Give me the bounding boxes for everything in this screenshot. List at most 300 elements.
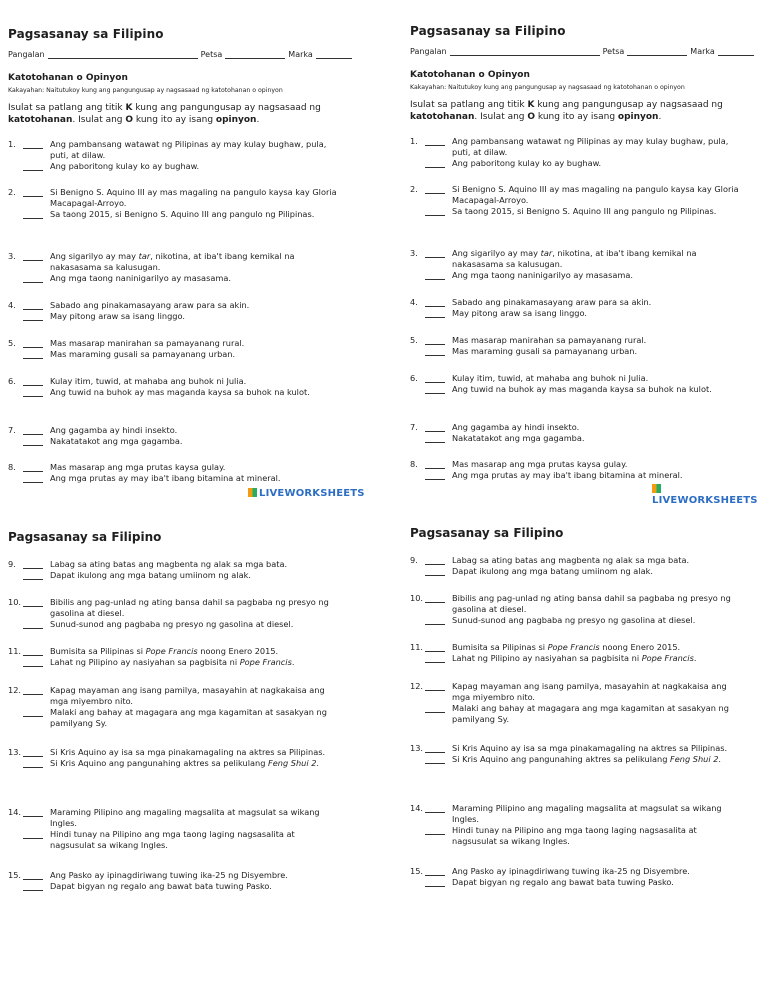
statement-a [452,459,740,470]
instruction-text: Isulat sa patlang ang titik [410,100,528,110]
question-number: 10. [410,593,424,603]
statement-b [452,308,740,319]
statement-a [50,747,338,758]
answer-blank[interactable] [23,462,43,472]
statement-a [50,187,338,209]
sentence-text: Mas maraming gusali sa pamayanang urban. [452,346,638,356]
number-spacer [410,158,425,169]
question-item [410,681,740,725]
worksheet-page1-right [410,24,768,480]
sentence-text: Si Benigno S. Aquino III ay mas magaling na pangulo kaysa kay Gloria Macapagal-Arroyo. [50,187,337,208]
statement-a [50,300,338,311]
date-field[interactable] [225,49,285,59]
sentence-text: Ang pambansang watawat ng Pilipinas ay may kulay bughaw, pula, puti, at dilaw. [50,139,327,160]
sentence-text: Malaki ang bahay at magagara ang mga kagamitan at sasakyan ng pamilyang Sy. [452,703,729,724]
answer-blank[interactable] [425,346,445,356]
sentence-text: Labag sa ating batas ang magbenta ng alak sa mga bata. [50,559,288,569]
score-label: Marka [690,47,715,56]
instruction-keyword: opinyon [617,111,659,122]
instruction-text: . Isulat ang [72,114,126,125]
number-spacer [8,209,23,220]
statement-a [50,425,338,436]
answer-blank[interactable] [23,646,43,656]
number-spacer [410,825,425,847]
number-spacer [8,619,23,630]
statement-row-b [8,881,338,892]
answer-blank[interactable] [23,349,43,359]
statement-row-b [8,161,338,172]
answer-blank[interactable] [23,425,43,435]
sentence-text: May pitong araw sa isang linggo. [452,308,587,318]
question-number: 3. [410,248,418,258]
sentence-text: Bibilis ang pag-unlad ng ating bansa dahil sa pagbaba ng presyo ng gasolina at diesel. [50,597,329,618]
question-item [410,593,740,626]
instruction-text: Isulat sa patlang ang titik [8,103,126,113]
statement-a [50,139,338,161]
question-item [410,555,740,577]
question-item [8,597,338,630]
number-spacer [8,570,23,581]
section-subtitle: Kakayahan: Naitutukoy kung ang pangungusap ay nagsasaad ng katotohanan o opinyon [8,87,283,94]
answer-blank[interactable] [425,184,445,194]
sentence-text: Bumisita sa Pilipinas si [50,646,146,656]
answer-blank[interactable] [23,273,43,283]
worksheet-title: Pagsasanay sa Filipino [410,526,564,540]
worksheet-page2-right [410,526,768,887]
number-spacer [8,349,23,360]
question-item [410,373,740,395]
question-item [8,685,338,729]
sentence-text: May pitong araw sa isang linggo. [50,311,185,321]
number-spacer [410,566,425,577]
answer-blank[interactable] [425,206,445,216]
question-number: 5. [410,335,418,345]
statement-a [50,462,338,473]
statement-b [452,158,740,169]
statement-b [50,311,338,322]
score-label: Marka [288,50,313,59]
statement-b [50,758,338,769]
answer-blank[interactable] [425,653,445,663]
question-number: 15. [8,870,22,880]
question-item [410,743,740,765]
question-item [8,462,338,484]
name-field[interactable] [48,49,198,59]
logo-text: LIVEWORKSHEETS [259,488,365,499]
sentence-italic: tar [138,251,151,261]
score-field[interactable] [718,46,754,56]
sentence-text: Dapat bigyan ng regalo ang bawat bata tuwing Pasko. [50,881,272,891]
instruction-text: . [256,114,260,125]
answer-blank[interactable] [425,825,445,835]
sentence-text: Sabado ang pinakamasayang araw para sa akin. [452,297,652,307]
question-item [8,747,338,769]
answer-blank[interactable] [425,248,445,258]
number-spacer [8,387,23,398]
question-item [410,184,740,217]
statement-row-a [8,685,338,707]
statement-b [50,657,338,668]
statement-row-a [410,136,740,158]
answer-blank[interactable] [425,803,445,813]
date-field[interactable] [627,46,687,56]
statement-a [452,136,740,158]
answer-blank[interactable] [23,685,43,695]
statement-b [452,653,740,664]
question-number: 1. [410,136,418,146]
answer-blank[interactable] [23,758,43,768]
answer-blank[interactable] [23,187,43,197]
number-spacer [8,311,23,322]
answer-blank[interactable] [23,376,43,386]
statement-row-b [410,703,740,725]
answer-blank[interactable] [425,866,445,876]
sentence-text: Lahat ng Pilipino ay nasiyahan sa pagbisita ni [452,653,642,663]
statement-row-b [8,829,338,851]
answer-blank[interactable] [23,807,43,817]
statement-a [50,559,338,570]
sentence-text: Hindi tunay na Pilipino ang mga taong laging nagsasalita at nagsusulat sa wikang Ingles. [50,829,295,850]
answer-blank[interactable] [23,436,43,446]
statement-a [452,681,740,703]
answer-blank[interactable] [425,615,445,625]
statement-b [50,881,338,892]
sentence-text: noong Enero 2015. [197,646,279,656]
statement-row-b [410,566,740,577]
question-item [8,139,338,172]
sentence-text: Sunud-sunod ang pagbaba ng presyo ng gasolina at diesel. [50,619,294,629]
sentence-text: Sunud-sunod ang pagbaba ng presyo ng gasolina at diesel. [452,615,696,625]
date-label: Petsa [602,47,625,56]
statement-row-a [410,803,740,825]
sentence-text: Hindi tunay na Pilipino ang mga taong laging nagsasalita at nagsusulat sa wikang Ingles. [452,825,697,846]
statement-row-a [410,593,740,615]
answer-blank[interactable] [23,747,43,757]
statement-row-b [8,619,338,630]
sentence-text: Dapat ikulong ang mga batang umiinom ng alak. [50,570,251,580]
section-subtitle: Kakayahan: Naitutukoy kung ang pangungusap ay nagsasaad ng katotohanan o opinyon [410,84,685,91]
statement-row-b [410,825,740,847]
statement-row-b [410,754,740,765]
sentence-text: Ang Pasko ay ipinagdiriwang tuwing ika-25 ng Disyembre. [452,866,690,876]
number-spacer [410,346,425,357]
question-item [8,376,338,398]
answer-blank[interactable] [425,566,445,576]
sentence-text: Mas maraming gusali sa pamayanang urban. [50,349,236,359]
question-number: 8. [8,462,16,472]
number-spacer [410,384,425,395]
statement-b [452,754,740,765]
question-number: 2. [8,187,16,197]
statement-a [50,870,338,881]
statement-row-a [8,187,338,209]
answer-blank[interactable] [23,707,43,717]
instruction-text: kung ito ay isang [133,114,216,125]
statement-row-b [410,308,740,319]
question-item [410,459,740,481]
statement-b [50,619,338,630]
sentence-text: Ang mga taong naninigarilyo ay masasama. [50,273,231,283]
sentence-text: . [291,657,295,667]
statement-b [452,384,740,395]
sentence-text: Ang gagamba ay hindi insekto. [50,425,178,435]
answer-blank[interactable] [23,570,43,580]
sentence-italic: Pope Francis [239,657,292,667]
statement-row-b [410,877,740,888]
statement-row-b [410,470,740,481]
sentence-text: Kulay itim, tuwid, at mahaba ang buhok ni Julia. [452,373,649,383]
statement-row-b [410,433,740,444]
statement-a [452,422,740,433]
question-item [410,803,740,847]
answer-blank[interactable] [425,433,445,443]
instruction-text: kung ang pangungusap ay nagsasaad ng [132,103,321,113]
question-number: 1. [8,139,16,149]
statement-row-b [8,273,338,284]
statement-row-b [8,387,338,398]
sentence-text: Ang pambansang watawat ng Pilipinas ay may kulay bughaw, pula, puti, at dilaw. [452,136,729,157]
question-number: 4. [8,300,16,310]
question-item [8,187,338,220]
question-item [8,425,338,447]
sentence-text: Mas masarap ang mga prutas kaysa gulay. [452,459,628,469]
statement-row-a [8,646,338,657]
answer-blank[interactable] [23,161,43,171]
instruction-keyword: katotohanan [410,111,475,122]
sentence-text: Kulay itim, tuwid, at mahaba ang buhok ni Julia. [50,376,247,386]
statement-a [50,597,338,619]
name-field[interactable] [450,46,600,56]
sentence-text: Si Benigno S. Aquino III ay mas magaling na pangulo kaysa kay Gloria Macapagal-Arroyo. [452,184,739,205]
answer-blank[interactable] [23,881,43,891]
question-item [410,422,740,444]
sentence-text: . [693,653,697,663]
sentence-text: Ang tuwid na buhok ay mas maganda kaysa sa buhok na kulot. [50,387,310,397]
answer-blank[interactable] [425,681,445,691]
sentence-italic: tar [540,248,553,258]
logo-icon [652,484,661,493]
statement-b [50,273,338,284]
number-spacer [410,206,425,217]
statement-b [50,707,338,729]
instruction-keyword: O [125,114,134,125]
statement-row-a [410,681,740,703]
question-number: 11. [410,642,424,652]
sentence-text: Si Kris Aquino ay isa sa mga pinakamagaling na aktres sa Pilipinas. [452,743,728,753]
sentence-text: Si Kris Aquino ang pangunahing aktres sa pelikulang [50,758,269,768]
number-spacer [410,703,425,725]
sentence-text: Ang sigarilyo ay may [452,248,541,258]
statement-a [452,297,740,308]
answer-blank[interactable] [425,422,445,432]
sentence-text: Nakatatakot ang mga gagamba. [452,433,585,443]
answer-blank[interactable] [23,139,43,149]
statement-a [452,866,740,877]
answer-blank[interactable] [425,743,445,753]
number-spacer [410,653,425,664]
answer-blank[interactable] [425,158,445,168]
answer-blank[interactable] [425,703,445,713]
question-number: 7. [410,422,418,432]
student-info-row [8,49,355,59]
sentence-text: Dapat bigyan ng regalo ang bawat bata tuwing Pasko. [452,877,674,887]
answer-blank[interactable] [425,308,445,318]
statement-row-b [410,270,740,281]
statement-a [452,803,740,825]
answer-blank[interactable] [23,209,43,219]
sentence-text: Dapat ikulong ang mga batang umiinom ng alak. [452,566,653,576]
statement-b [50,349,338,360]
answer-blank[interactable] [23,829,43,839]
statement-row-a [8,807,338,829]
statement-b [452,346,740,357]
question-number: 12. [410,681,424,691]
statement-a [452,743,740,754]
sentence-text: , nikotina, at iba't ibang kemikal na nakasasama sa kalusugan. [50,251,295,272]
worksheet-title: Pagsasanay sa Filipino [8,27,164,41]
question-item [8,338,338,360]
sentence-italic: Pope Francis [145,646,198,656]
statement-row-a [410,866,740,877]
statement-b [452,433,740,444]
worksheet-title: Pagsasanay sa Filipino [8,530,162,544]
statement-row-b [410,346,740,357]
worksheet-page2-left [8,530,378,891]
answer-blank[interactable] [425,297,445,307]
statement-b [452,470,740,481]
instruction-text: kung ito ay isang [535,111,618,122]
statement-row-b [410,615,740,626]
answer-blank[interactable] [23,619,43,629]
question-number: 11. [8,646,22,656]
answer-blank[interactable] [425,384,445,394]
instructions [410,100,768,123]
answer-blank[interactable] [23,559,43,569]
question-item [8,870,338,892]
answer-blank[interactable] [425,754,445,764]
question-number: 6. [8,376,16,386]
number-spacer [8,436,23,447]
number-spacer [8,657,23,668]
answer-blank[interactable] [425,459,445,469]
statement-row-b [8,473,338,484]
question-item [410,866,740,888]
answer-blank[interactable] [425,373,445,383]
number-spacer [8,881,23,892]
statement-row-a [8,597,338,619]
answer-blank[interactable] [23,473,43,483]
sentence-text: Ang paboritong kulay ko ay bughaw. [452,158,602,168]
number-spacer [410,470,425,481]
statement-a [50,646,338,657]
instruction-text: . Isulat ang [474,111,528,122]
question-number: 14. [8,807,22,817]
statement-row-a [410,422,740,433]
question-number: 8. [410,459,418,469]
instructions [8,103,378,126]
answer-blank[interactable] [23,870,43,880]
statement-row-a [8,870,338,881]
statement-b [452,206,740,217]
statement-row-a [410,297,740,308]
instruction-text: . [658,111,662,122]
answer-blank[interactable] [425,270,445,280]
answer-blank[interactable] [425,877,445,887]
answer-blank[interactable] [23,338,43,348]
answer-blank[interactable] [425,642,445,652]
sentence-text: Kapag mayaman ang isang pamilya, masayahin at nagkakaisa ang mga miyembro nito. [50,685,325,706]
statement-b [50,387,338,398]
statement-row-b [8,758,338,769]
statement-row-a [410,335,740,346]
instruction-keyword: opinyon [215,114,257,125]
answer-blank[interactable] [23,597,43,607]
sentence-text: Ang mga prutas ay may iba't ibang bitamina at mineral. [452,470,683,480]
number-spacer [8,161,23,172]
statement-a [50,338,338,349]
statement-row-a [410,555,740,566]
answer-blank[interactable] [425,470,445,480]
instruction-keyword: K [125,103,133,113]
sentence-text: Ang tuwid na buhok ay mas maganda kaysa sa buhok na kulot. [452,384,712,394]
answer-blank[interactable] [425,136,445,146]
statement-row-a [410,248,740,270]
question-item [410,335,740,357]
worksheet-page1-left [8,27,378,483]
statement-row-a [8,425,338,436]
question-number: 2. [410,184,418,194]
question-number: 12. [8,685,22,695]
logo-icon [248,488,257,497]
answer-blank[interactable] [23,657,43,667]
statement-a [50,685,338,707]
sentence-text: Mas masarap manirahan sa pamayanang rural. [50,338,245,348]
statement-row-b [8,209,338,220]
instruction-keyword: O [527,111,536,122]
sentence-text: Mas masarap ang mga prutas kaysa gulay. [50,462,226,472]
sentence-text: , nikotina, at iba't ibang kemikal na nakasasama sa kalusugan. [452,248,697,269]
answer-blank[interactable] [425,593,445,603]
sentence-text: Si Kris Aquino ay isa sa mga pinakamagaling na aktres sa Pilipinas. [50,747,326,757]
student-info-row [410,46,757,56]
answer-blank[interactable] [23,251,43,261]
question-item [410,297,740,319]
statement-b [452,566,740,577]
statement-row-a [410,459,740,470]
sentence-text: Sa taong 2015, si Benigno S. Aquino III ang pangulo ng Pilipinas. [452,206,717,216]
statement-row-a [8,462,338,473]
statement-a [452,184,740,206]
answer-blank[interactable] [23,300,43,310]
answer-blank[interactable] [425,555,445,565]
statement-row-b [410,206,740,217]
statement-row-b [8,349,338,360]
statement-b [50,161,338,172]
answer-blank[interactable] [23,387,43,397]
section-title: Katotohanan o Opinyon [8,73,128,83]
statement-a [50,376,338,387]
answer-blank[interactable] [425,335,445,345]
answer-blank[interactable] [23,311,43,321]
sentence-text: Bumisita sa Pilipinas si [452,642,548,652]
question-number: 14. [410,803,424,813]
score-field[interactable] [316,49,352,59]
number-spacer [410,308,425,319]
statement-b [50,436,338,447]
statement-a [452,555,740,566]
sentence-text: noong Enero 2015. [599,642,681,652]
sentence-text: Maraming Pilipino ang magaling magsalita at magsulat sa wikang Ingles. [50,807,320,828]
